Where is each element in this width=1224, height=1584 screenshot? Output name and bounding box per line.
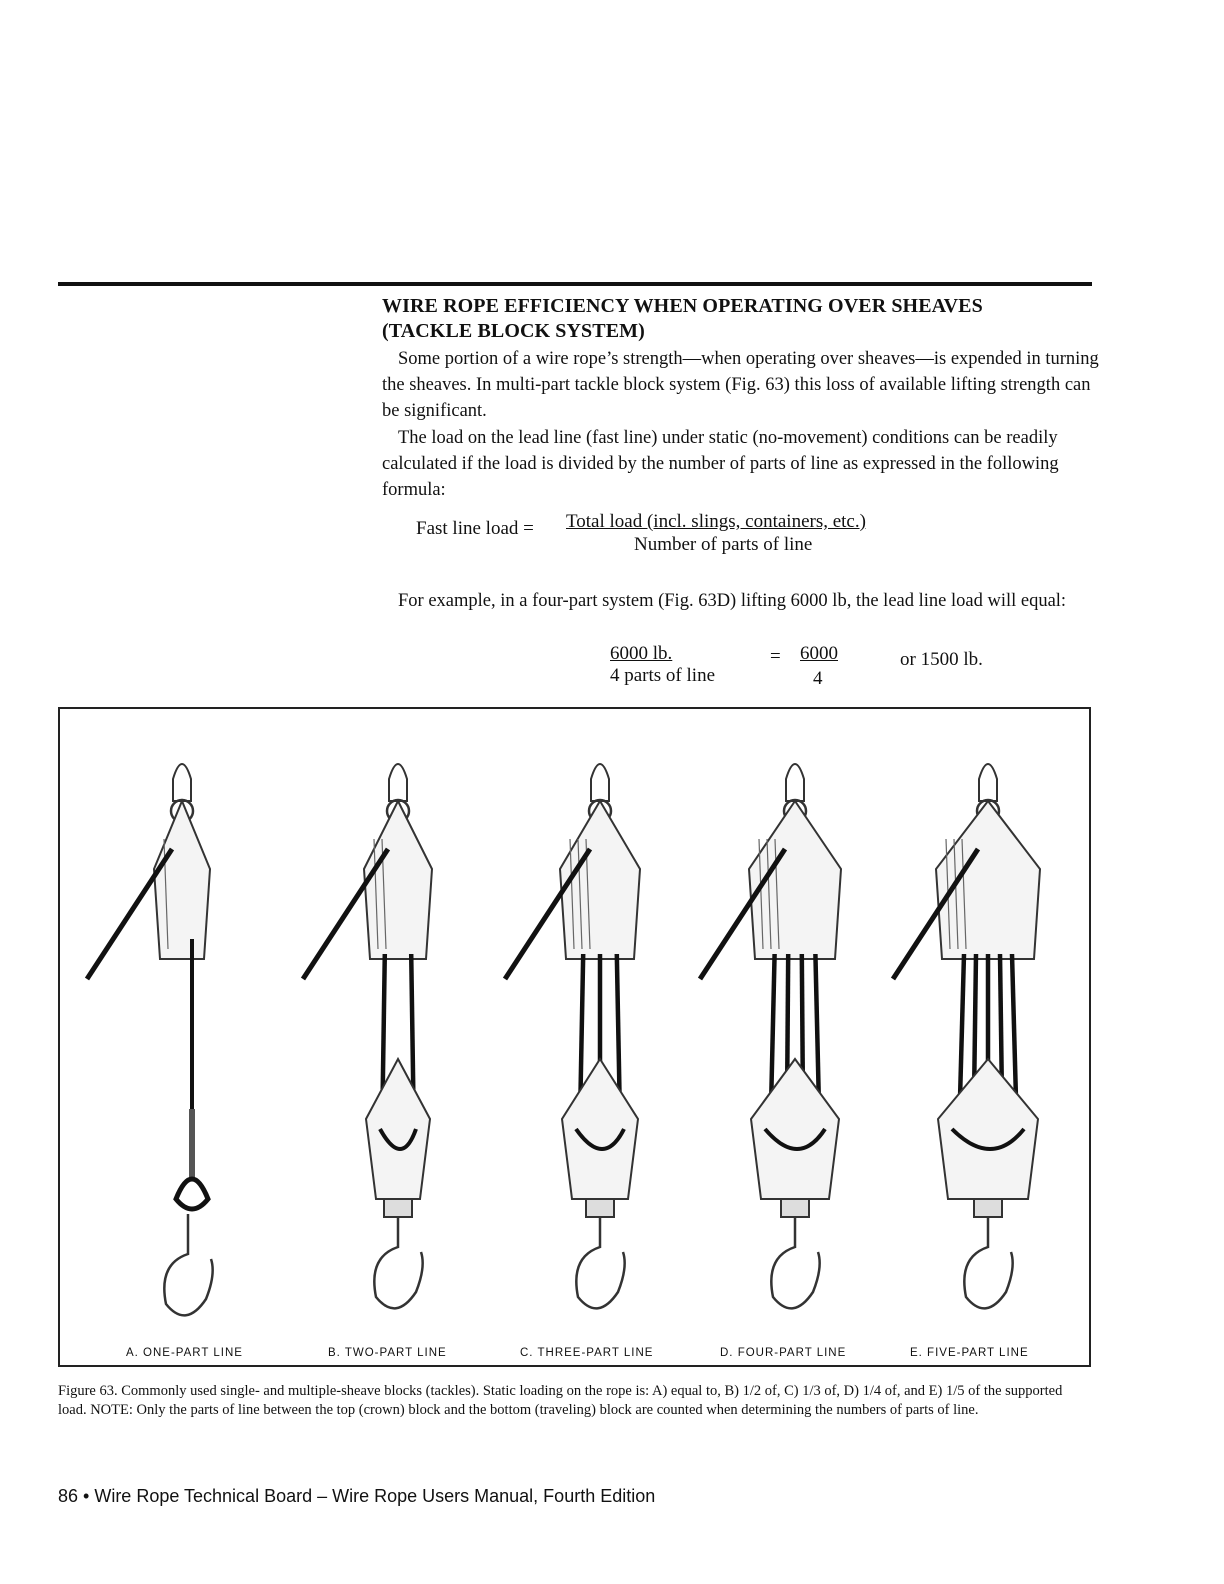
example-denominator-2: 4 (813, 668, 823, 689)
section-heading (382, 294, 1102, 344)
rope-part (411, 954, 413, 1099)
rope-part (580, 954, 583, 1099)
top-rule (58, 282, 1092, 286)
traveling-block (751, 1059, 839, 1199)
tackle-3-part (505, 764, 640, 1308)
hook-swivel (384, 1199, 412, 1217)
section-heading-line2: (TACKLE BLOCK SYSTEM) (382, 320, 645, 342)
top-eye-icon (979, 764, 997, 801)
top-eye-icon (591, 764, 609, 801)
rope-part (815, 954, 818, 1099)
example-denominator-1: 4 parts of line (610, 665, 716, 686)
tackle-block-illustration (60, 709, 1089, 1365)
example-equals: = (770, 646, 781, 667)
tackle-2-part (303, 764, 432, 1308)
hook-swivel (974, 1199, 1002, 1217)
panel-label-b: B. TWO-PART LINE (328, 1347, 447, 1359)
top-eye-icon (173, 764, 191, 801)
thimble-icon (176, 1179, 208, 1209)
paragraph-lead-line-text: The load on the lead line (fast line) under static (no-movement) conditions can be readily calculated if the load is divided by the number of parts of line as expressed in the following formula: (382, 428, 1059, 500)
hook-swivel (781, 1199, 809, 1217)
hook-icon (576, 1217, 624, 1308)
page-footer: 86 • Wire Rope Technical Board – Wire Rope Users Manual, Fourth Edition (58, 1486, 656, 1506)
traveling-block (366, 1059, 430, 1199)
formula-numerator: Total load (incl. slings, containers, etc.) (566, 511, 866, 532)
crown-block (364, 801, 432, 959)
tackle-4-part (700, 764, 841, 1308)
rope-part (771, 954, 774, 1099)
formula-denominator: Number of parts of line (634, 534, 813, 555)
figure-caption: Figure 63. Commonly used single- and multiple-sheave blocks (tackles). Static loading on the rope is: A) equal to, B) 1/2 of, C) 1/3 of, D) 1/4 of, and E) 1/5 of the supported load. NOTE: Only the parts of line between the top (crown) block and the bottom (traveling) block are counted when determining the numbers of parts of line. (58, 1383, 1063, 1418)
tackle-1-part (87, 764, 213, 1315)
figure-63 (58, 707, 1091, 1367)
traveling-block (562, 1059, 638, 1199)
hook-icon (771, 1217, 819, 1308)
panel-label-a: A. ONE-PART LINE (126, 1347, 243, 1359)
paragraph-intro (382, 346, 1102, 424)
top-eye-icon (786, 764, 804, 801)
rope-part (617, 954, 620, 1099)
panel-label-c: C. THREE-PART LINE (520, 1347, 654, 1359)
section-heading-line1: WIRE ROPE EFFICIENCY WHEN OPERATING OVER SHEAVES (382, 295, 983, 317)
hook-icon (374, 1217, 422, 1308)
paragraph-lead-line (382, 425, 1102, 503)
panel-label-e: E. FIVE-PART LINE (910, 1347, 1029, 1359)
example-numerator-2: 6000 (800, 643, 838, 664)
formula-label: Fast line load = (416, 518, 534, 539)
example-numerator-1: 6000 lb. (610, 643, 673, 664)
crown-block (936, 801, 1040, 959)
top-eye-icon (389, 764, 407, 801)
crown-block (154, 801, 210, 959)
hook-swivel (586, 1199, 614, 1217)
rope-part (383, 954, 385, 1099)
paragraph-intro-text: Some portion of a wire rope’s strength—when operating over sheaves—is expended in turning the sheaves. In multi-part tackle block system (Fig. 63) this loss of available lifting strength can be significant. (382, 349, 1099, 421)
rope-part (1012, 954, 1016, 1099)
paragraph-example-text: For example, in a four-part system (Fig. 63D) lifting 6000 lb, the lead line load will equal: (398, 591, 1067, 611)
example-result: or 1500 lb. (900, 649, 983, 670)
hook-icon (964, 1217, 1012, 1308)
panel-label-d: D. FOUR-PART LINE (720, 1347, 847, 1359)
paragraph-example (382, 588, 1102, 614)
tackle-5-part (893, 764, 1040, 1308)
hook-icon (164, 1214, 212, 1315)
rope-part (960, 954, 964, 1099)
